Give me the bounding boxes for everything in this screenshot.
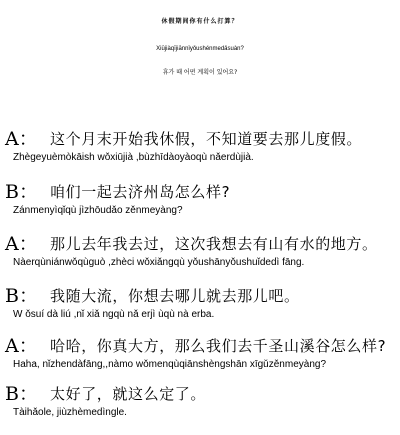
speaker-label: A： xyxy=(5,233,38,255)
dialogue-chinese: 咱们一起去济州岛怎么样? xyxy=(50,183,231,201)
dialogue-pinyin: W ǒsuí dà liú ,nǐ xiǎ ngqù nǎ erjì ùqù nà erba. xyxy=(13,309,215,320)
speaker-label: B： xyxy=(5,181,38,203)
dialogue-pinyin: Zánmenyìqǐqù jìzhōudǎo zěnmeyàng? xyxy=(13,205,183,216)
dialogue-pinyin: Zhègeyuèmòkāish wǒxiūjià ,bùzhīdàoyàoqù nǎerdùjià. xyxy=(13,152,254,163)
dialogue-pinyin: Nàerqùniánwǒqùguò ,zhèci wǒxiǎngqù yǒushānyǒushuǐdedì fāng. xyxy=(13,257,305,268)
title-korean-translation: 휴가 때 어떤 계획이 있어요? xyxy=(162,69,238,76)
speaker-label: B： xyxy=(5,383,38,405)
dialogue-chinese: 我随大流，你想去哪儿就去那儿吧。 xyxy=(50,287,300,305)
dialogue-chinese: 太好了，就这么定了。 xyxy=(50,385,207,403)
dialogue-pinyin: Tàihǎole, jiùzhèmedìngle. xyxy=(13,407,127,418)
page-title: 休假期间你有什么打算？ xyxy=(161,18,239,25)
dialogue-pinyin: Haha, nǐzhendàfāng,,nàmo wǒmenqùqiānshèngshān xīgǔzěnmeyàng? xyxy=(13,359,327,370)
title-pinyin: Xiūjiàqījiānnǐyǒushénmedǎsuàn? xyxy=(156,46,244,52)
speaker-label: B： xyxy=(5,285,38,307)
dialogue-chinese: 那儿去年我去过，这次我想去有山有水的地方。 xyxy=(50,235,378,253)
speaker-label: A： xyxy=(5,128,38,150)
speaker-label: A： xyxy=(5,335,38,357)
dialogue-chinese: 这个月末开始我休假，不知道要去那儿度假。 xyxy=(50,130,363,148)
dialogue-chinese: 哈哈，你真大方，那么我们去千圣山溪谷怎么样? xyxy=(50,337,387,355)
